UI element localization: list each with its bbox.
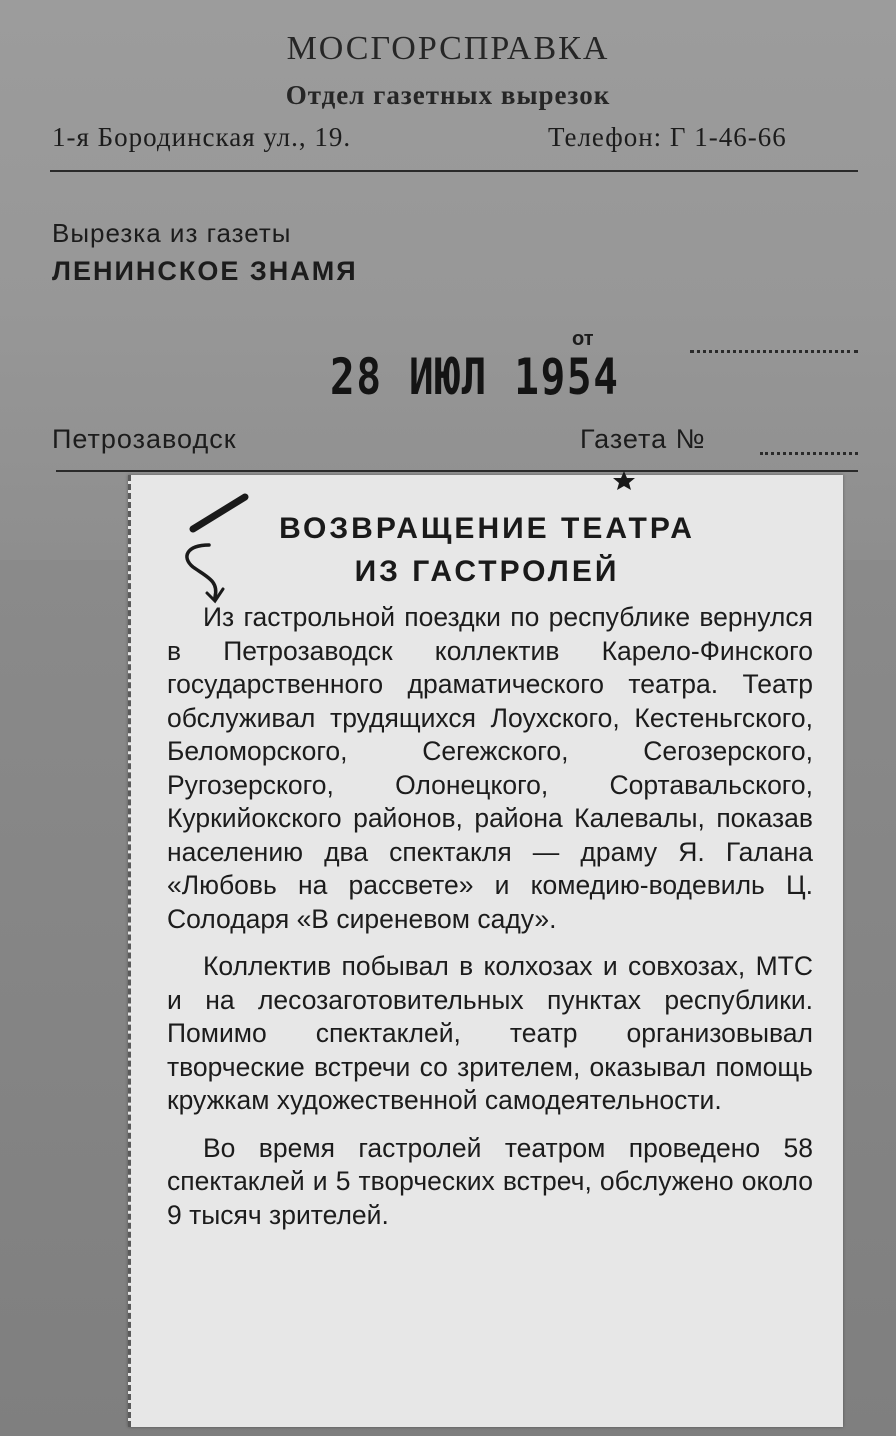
article-paragraph: Во время гастролей театром проведено 58 спектаклей и 5 творческих встреч, обслужено около 9 тысяч зрителей. (167, 1132, 813, 1230)
newspaper-name: ЛЕНИНСКОЕ ЗНАМЯ (52, 256, 358, 286)
article-paragraph: Из гастрольной поездки по республике вернулся в Петрозаводск коллектив Карело-Финского государственного драматического театра. Театр обслуживал трудящихся Лоухского, Кестеньгского, Беломорского, Сегежского, Сегозерского, Ругозерского, Олонецкого, Сортавальского, Куркийокского районов, района Калевалы, показав населению два спектакля — драму Я. Галана «Любовь на рассвете» и комедию-водевиль Ц. Солодаря «В сиреневом саду». (167, 602, 813, 934)
date-dotted-line (690, 350, 858, 353)
footer-divider (56, 470, 858, 472)
article-body (167, 601, 813, 1246)
address-text: 1-я Бородинская ул., 19. (52, 122, 352, 152)
newspaper-clipping (128, 475, 843, 1427)
article-headline (131, 507, 843, 593)
organization-title: МОСГОРСПРАВКА (286, 30, 610, 67)
department-name: Отдел газетных вырезок (285, 80, 611, 110)
star-mark (611, 469, 637, 491)
article-paragraph: Коллектив побывал в колхозах и совхозах, МТС и на лесозаготовительных пунктах республики. Помимо спектаклей, театр организовывал творческие встречи со зрителем, оказывал помощь кружкам художественной самодеятельности. (167, 951, 813, 1115)
issue-dotted-line (760, 452, 858, 455)
headline-line-1: ВОЗВРАЩЕНИЕ ТЕАТРА (279, 512, 695, 545)
city-name: Петрозаводск (52, 424, 237, 454)
date-stamp: 28 ИЮЛ 1954 (330, 348, 620, 406)
clipping-label: Вырезка из газеты (52, 218, 292, 248)
headline-line-2: ИЗ ГАСТРОЛЕЙ (354, 555, 620, 588)
date-prefix: от (572, 328, 594, 350)
issue-label: Газета № (580, 424, 706, 454)
header-divider (50, 170, 858, 172)
phone-text: Телефон: Г 1-46-66 (548, 122, 787, 152)
